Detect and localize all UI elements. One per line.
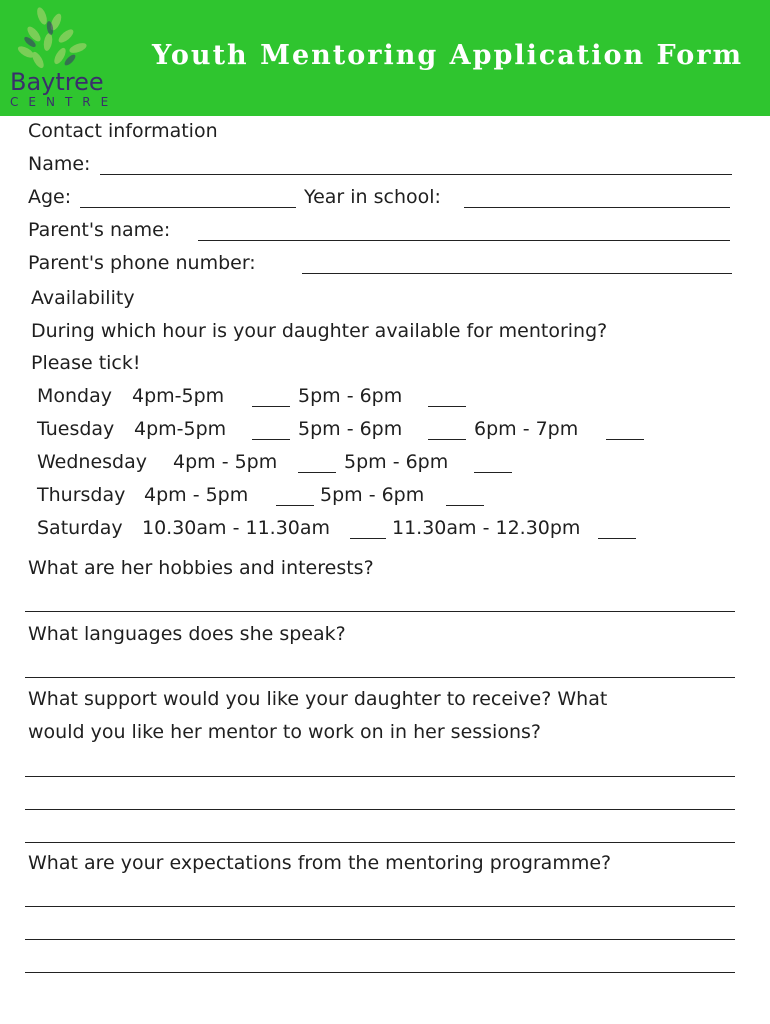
logo-sub: CENTRE [10, 95, 119, 109]
slot-label: 5pm - 6pm [298, 418, 403, 440]
slot-label: 4pm - 5pm [144, 484, 249, 506]
name-label: Name: [28, 153, 91, 175]
slot-tick-field[interactable] [298, 472, 336, 473]
slot-label: 10.30am - 11.30am [142, 517, 331, 539]
slot-label: 5pm - 6pm [320, 484, 425, 506]
slot-label: 6pm - 7pm [474, 418, 579, 440]
languages-answer-line[interactable] [25, 677, 735, 678]
slot-label: 5pm - 6pm [298, 385, 403, 407]
expectations-question: What are your expectations from the mentoring programme? [28, 852, 612, 874]
header-banner [0, 0, 770, 116]
slot-tick-field[interactable] [252, 406, 290, 407]
slot-tick-field[interactable] [474, 472, 512, 473]
day-label: Saturday [37, 517, 123, 539]
support-answer-line[interactable] [25, 842, 735, 843]
hobbies-answer-line[interactable] [25, 611, 735, 612]
day-label: Tuesday [37, 418, 115, 440]
slot-tick-field[interactable] [446, 505, 484, 506]
parent-name-field[interactable] [198, 240, 730, 241]
availability-heading: Availability [31, 287, 135, 309]
page-title: Youth Mentoring Application Form [152, 40, 744, 71]
expectations-answer-line[interactable] [25, 906, 735, 907]
parent-phone-label: Parent's phone number: [28, 252, 256, 274]
parent-phone-field[interactable] [302, 273, 732, 274]
availability-question: During which hour is your daughter available for mentoring? [31, 320, 608, 342]
hobbies-question: What are her hobbies and interests? [28, 557, 374, 579]
slot-label: 4pm - 5pm [173, 451, 278, 473]
expectations-answer-line[interactable] [25, 939, 735, 940]
slot-tick-field[interactable] [428, 406, 466, 407]
slot-label: 4pm-5pm [134, 418, 227, 440]
slot-label: 11.30am - 12.30pm [392, 517, 581, 539]
support-question-line1: What support would you like your daughter to receive? What [28, 688, 608, 710]
support-answer-line[interactable] [25, 776, 735, 777]
year-field[interactable] [464, 207, 730, 208]
availability-instruction: Please tick! [31, 352, 141, 374]
day-label: Thursday [37, 484, 126, 506]
age-label: Age: [28, 186, 72, 208]
parent-name-label: Parent's name: [28, 219, 171, 241]
slot-tick-field[interactable] [350, 538, 386, 539]
slot-tick-field[interactable] [252, 439, 290, 440]
year-label: Year in school: [304, 186, 441, 208]
support-answer-line[interactable] [25, 809, 735, 810]
slot-label: 4pm-5pm [132, 385, 225, 407]
slot-tick-field[interactable] [428, 439, 466, 440]
age-field[interactable] [80, 207, 296, 208]
support-question-line2: would you like her mentor to work on in her sessions? [28, 721, 541, 743]
slot-tick-field[interactable] [276, 505, 314, 506]
languages-question: What languages does she speak? [28, 623, 346, 645]
contact-heading: Contact information [28, 120, 218, 142]
slot-tick-field[interactable] [598, 538, 636, 539]
slot-label: 5pm - 6pm [344, 451, 449, 473]
name-field[interactable] [100, 174, 732, 175]
expectations-answer-line[interactable] [25, 972, 735, 973]
day-label: Wednesday [37, 451, 148, 473]
slot-tick-field[interactable] [606, 439, 644, 440]
day-label: Monday [37, 385, 113, 407]
logo-name: Baytree [10, 68, 104, 96]
